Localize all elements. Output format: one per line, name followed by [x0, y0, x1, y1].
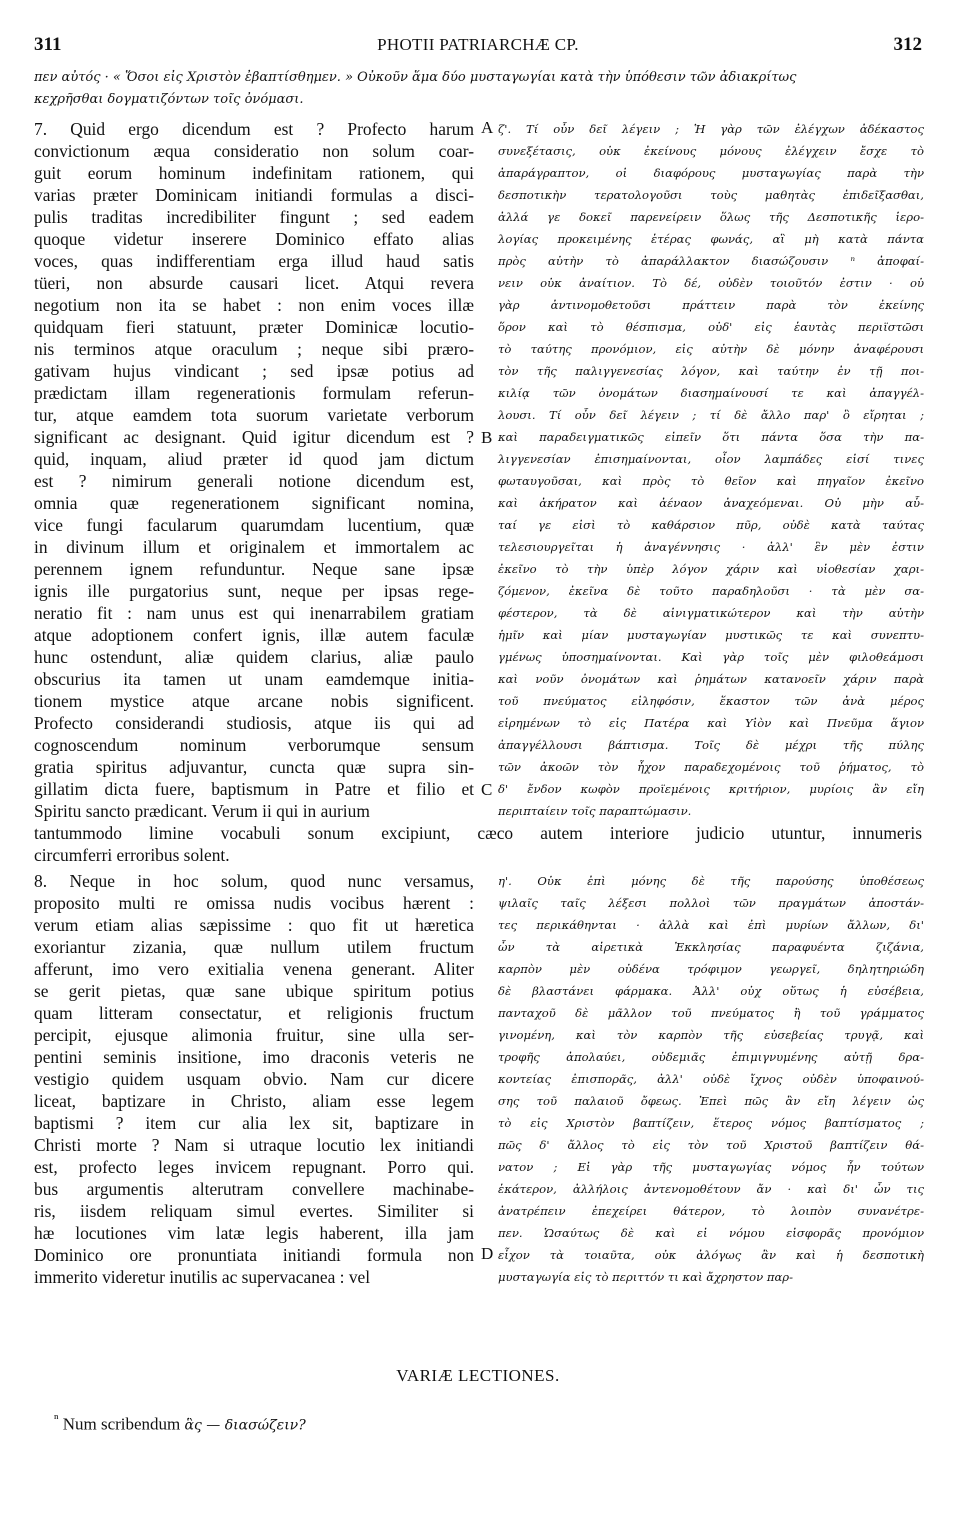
footnote-greek: ἃς — διασώζειν?	[184, 1417, 306, 1434]
latin-line: se gerit pietas, quæ sane ubique spiritum potius	[34, 981, 474, 1001]
latin-line: exoriantur zizania, quæ nullum utilem fructum	[34, 937, 474, 957]
latin-line: immerito videretur inutilis ac supervacanea : vel	[34, 1267, 371, 1287]
greek-line: εἰρημένων τὸ εἰς Πατέρα καὶ Υἱὸν καὶ Πνεῦμα ἅγιον	[498, 716, 924, 730]
greek-line: ζόμενον, ἐκεῖνα δὲ τοῦτο παραδηλοῦσι · τὰ μὲν σα-	[498, 584, 924, 598]
latin-line: Profecto considerandi studiosis, atque iis qui ad	[34, 713, 474, 733]
latin-line: quid, inquam, aliud præter id quod jam dictum	[34, 449, 474, 469]
greek-line: η'. Οὐκ ἐπὶ μόνης δὲ τῆς παρούσης ὑποθέσεως	[498, 874, 924, 888]
latin-line: tantummodo limine vocabuli sonum excipiunt, cæco autem interiore judicio utuntur, innumeris	[34, 823, 922, 843]
latin-line: hæ locutiones vim latæ legis haberent, illa jam	[34, 1223, 474, 1243]
latin-line: quidquam fieri statuunt, præter Dominicæ locutio-	[34, 317, 474, 337]
latin-line: quoque videtur inserere Dominico effato alias	[34, 229, 474, 249]
margin-marker-a: A	[481, 118, 494, 137]
latin-line: prædictam illam regenerationis formulam referun-	[34, 383, 474, 403]
greek-line: τοῦ πνεύματος εἰληφόσιν, ἕκαστον τῶν ἀνὰ μέρος	[498, 694, 924, 708]
latin-line: Dominico ore pronuntiata initiandi formula non	[34, 1245, 474, 1265]
greek-line: δεσποτικὴν τερατολογοῦσι τοὺς μαθητὰς ἐπιδεῖξασθαι,	[498, 188, 924, 202]
page-number-left: 311	[34, 34, 62, 55]
greek-line: κοντείας ἐπισπορᾶς, ἀλλ' οὐδὲ ἴχνος οὐδὲν ὑποφαινού-	[498, 1072, 924, 1086]
latin-line: negotium non ita se habet : non enim voces illæ	[34, 295, 474, 315]
latin-line: est ? nimirum generali notione dicendum est,	[34, 471, 474, 491]
greek-line: γμένως ὑποσημαίνονται. Καὶ γὰρ τοῖς μὲν φιλοθεάμοσι	[498, 650, 924, 664]
greek-line: σης τοῦ παλαιοῦ ὄφεως. Ἐπεὶ πῶς ἂν εἴη λέγειν ὡς	[498, 1094, 924, 1108]
variae-lectiones-heading: VARIÆ LECTIONES.	[396, 1366, 560, 1385]
latin-line: quam litteram consectatur, et religionis fructum	[34, 1003, 474, 1023]
page-header	[34, 34, 922, 58]
greek-line: κιλίᾳ τῶν ὀνομάτων διασημαίνουσί τε καὶ ἀπαγγέλ-	[498, 386, 924, 400]
greek-line: τὸ ταύτης προνόμιον, εἰς αὐτὴν δὲ μόνην ἀναφέρουσι	[498, 342, 924, 356]
latin-line: proposito multi re omissa nudis vocibus hærent :	[34, 893, 474, 913]
latin-line: gratia spiritus adjuvantur, cuncta quæ supra sin-	[34, 757, 474, 777]
latin-line: cognoscendum nominum verborumque sensum	[34, 735, 474, 755]
greek-line: γὰρ ἀντινομοθετοῦσι πράττειν παρὰ τὸν ἐκείνης	[498, 298, 924, 312]
latin-line: tur, atque eamdem tota suorum varietate verborum	[34, 405, 474, 425]
latin-line: ignis ille purgatorius sunt, neque per ipsas rege-	[34, 581, 474, 601]
latin-line: 8. Neque in hoc solum, quod nunc versamus,	[34, 871, 474, 891]
latin-column-section-8	[34, 870, 474, 1288]
latin-line: baptismi ? item cur alia lex sit, baptizare in	[34, 1113, 474, 1133]
greek-line: ἐκεῖνο τὸ τὴν ὑπὲρ λόγον χάριν καὶ υἱοθεσίαν χαρι-	[498, 562, 924, 576]
greek-line: πρὸς αὐτὴν τὸ ἀπαράλλακτον διασώζουσιν ⁿ ἀποφαί-	[498, 254, 924, 268]
margin-marker-c: C	[481, 780, 493, 799]
greek-line: ζ'. Τί οὖν δεῖ λέγειν ; Ἡ γὰρ τῶν ἐλέγχων ἀδέκαστος	[498, 122, 924, 136]
latin-column-section-7	[34, 118, 474, 822]
greek-line: ἡμῖν καὶ μίαν μυσταγωγίαν μυστικῶς τε καὶ συνεπτυ-	[498, 628, 924, 642]
greek-line: λογίας προκειμένης ἑτέρας φωνάς, αἳ μὴ κατὰ πάντα	[498, 232, 924, 246]
greek-line: καρπὸν μὲν οὐδένα τρόφιμον γεωργεῖ, δηλητηριώδη	[498, 962, 924, 976]
latin-line: obscurius ita tamen ut unam eamdemque initia-	[34, 669, 474, 689]
greek-line: ἀλλά γε δοκεῖ παρενείρειν ὅλως τῆς Δεσποτικῆς ἱερο-	[498, 210, 924, 224]
greek-line: φέστερον, τὰ δὲ αἰνιγματικώτερον καὶ τὴν αὐτὴν	[498, 606, 924, 620]
greek-line: γινομένη, καὶ τὸν καρπὸν τῆς εὐσεβείας τρυγᾷ, καὶ	[498, 1028, 924, 1042]
latin-line: hunc ostendunt, aliæ quidem clarius, aliæ paulo	[34, 647, 474, 667]
greek-line: ὅρον καὶ τὸ θέσπισμα, οὐδ' εἰς ἑαυτὰς περιϊστῶσι	[498, 320, 924, 334]
greek-line: ἀπαγγέλλουσι βάπτισμα. Τοῖς δὲ μέχρι τῆς πύλης	[498, 738, 924, 752]
greek-line: δὲ βλαστάνει φάρμακα. Ἀλλ' οὐχ οὕτως ἡ εὐσέβεια,	[498, 984, 924, 998]
greek-line: ἑκάτερον, ἀλλήλοις ἀντενομοθέτουν ἄν · καὶ δι' ὧν τις	[498, 1182, 924, 1196]
latin-line: bus argumentis alterutram convellere machinabe-	[34, 1179, 474, 1199]
latin-line: Christi morte ? Nam si utraque locutio lex initiandi	[34, 1135, 474, 1155]
latin-line: verum etiam alias sæpissime : quo fit ut hæretica	[34, 915, 474, 935]
latin-line: percipit, ejusque alimonia fruitur, sine ulla ser-	[34, 1025, 474, 1045]
latin-line: omnia quæ regenerationem significant nomina,	[34, 493, 474, 513]
page-number-right: 312	[893, 34, 922, 55]
latin-line: afferunt, imo vero exitialia venena generant. Aliter	[34, 959, 474, 979]
greek-line: τὸ εἰς Χριστὸν βαπτίζειν, ἕτερος νόμος βαπτίσματος ;	[498, 1116, 924, 1130]
greek-line: νειν οὐκ ἀναίτιον. Τὸ δέ, οὐδὲν τοιοῦτόν ἐστιν · οὐ	[498, 276, 924, 290]
top-greek-line-2: κεχρῆσθαι δογματιζόντων τοῖς ὀνόμασι.	[34, 92, 304, 107]
latin-line: neratio fit : nam unus est qui inenarrabilem gratiam	[34, 603, 474, 623]
greek-line: νατον ; Εἰ γὰρ τῆς μυσταγωγίας νόμος ἦν τούτων	[498, 1160, 924, 1174]
greek-line: περιπταίειν τοῖς παραπτώμασιν.	[498, 804, 692, 818]
greek-line: τὸν τῆς παλιγγενεσίας λόγον, καὶ ταύτην ἐν τῇ ποι-	[498, 364, 924, 378]
greek-line: ταί γε εἰσὶ τὸ καθάρσιον πῦρ, οὐδὲ κατὰ ταύτας	[498, 518, 924, 532]
greek-line: πῶς δ' ἄλλος τὸ εἰς τὸν τοῦ Χριστοῦ βαπτίζειν θά-	[498, 1138, 924, 1152]
latin-line: tionem mystice atque arcane nobis significent.	[34, 691, 474, 711]
greek-line: τῶν ἀκοῶν τὸν ἦχον παραδεχομένοις τοῦ ῥήματος, τὸ	[498, 760, 924, 774]
footnote-mark: ⁿ	[54, 1411, 59, 1427]
greek-line: ὧν τὰ αἱρετικὰ Ἐκκλησίας παραφυέντα ζιζάνια,	[498, 940, 924, 954]
latin-line: perennem ignem refunduntur. Neque sane ipsæ	[34, 559, 474, 579]
latin-line: significant ac designant. Quid igitur dicendum est ?	[34, 427, 474, 447]
latin-line: in divinum illum et originalem et immortalem ac	[34, 537, 474, 557]
greek-line: μυσταγωγία εἰς τὸ περιττόν τι καὶ ἄχρηστον παρ-	[498, 1270, 794, 1284]
greek-line: συνεξέτασις, οὐκ ἐκείνους μόνους ἐλέγχειν ἔσχε τὸ	[498, 144, 924, 158]
latin-line: gillatim dicta fuere, baptismum in Patre et filio et	[34, 779, 474, 799]
greek-column-section-7	[498, 118, 924, 822]
running-title: PHOTII PATRIARCHÆ CP.	[377, 35, 579, 54]
latin-line: 7. Quid ergo dicendum est ? Profecto harum	[34, 119, 474, 139]
latin-line: Spiritu sancto prædicant. Verum ii qui in aurium	[34, 801, 370, 821]
latin-line: pentini seminis insitione, imo draconis veteris ne	[34, 1047, 474, 1067]
greek-line: πανταχοῦ δὲ μᾶλλον τοῦ πνεύματος ἢ τοῦ γράμματος	[498, 1006, 924, 1020]
latin-line: vice fungi facularum quarumdam lucentium, quæ	[34, 515, 474, 535]
greek-line: ἀνατρέπειν ἐπεχείρει θάτερον, τὸ λοιπὸν συνανέτρε-	[498, 1204, 924, 1218]
margin-marker-d: D	[481, 1244, 494, 1263]
greek-line: ἀπαράγραπτον, οἱ διαφόρους μυσταγωγίας παρὰ τὴν	[498, 166, 924, 180]
latin-line: ris, iisdem reliquam simul evertes. Similiter si	[34, 1201, 474, 1221]
greek-line: τροφῆς ἀπολαύει, οὐδεμιᾶς ἐπιμιγνυμένης αὐτῇ δρα-	[498, 1050, 924, 1064]
greek-line: ψιλαῖς ταῖς λέξεσι πολλοὶ τῶν πραγμάτων ἀποστάν-	[498, 896, 924, 910]
greek-line: λουσι. Τί οὖν δεῖ λέγειν ; τί δὲ ἄλλο παρ' ὃ εἴρηται ;	[498, 408, 924, 422]
latin-line: nis terminos atque oraculum ; neque sibi præro-	[34, 339, 474, 359]
latin-line: tüeri, non absurde causari licet. Atqui revera	[34, 273, 474, 293]
greek-line: τελεσιουργεῖται ἡ ἀναγέννησις · ἀλλ' ἓν μὲν ἐστιν	[498, 540, 924, 554]
latin-section-7-tail	[34, 822, 922, 866]
greek-line: πεν. Ὡσαύτως δὲ καὶ εἰ νόμου εἰσφορᾶς προνόμιον	[498, 1226, 924, 1240]
greek-line: καὶ νοῦν ὀνομάτων καὶ ῥημάτων κατανοεῖν χάριν παρὰ	[498, 672, 924, 686]
latin-line: varias præter Dominicam initiandi formulas a disci-	[34, 185, 474, 205]
margin-marker-b: B	[481, 428, 493, 447]
greek-line: καὶ παραδειγματικῶς εἰπεῖν ὅτι πάντα ὅσα τὴν πα-	[498, 430, 924, 444]
greek-line: λιγγενεσίαν ἐπισημαίνονται, οἷον λαμπάδες εἰσί τινες	[498, 452, 924, 466]
footnote	[54, 1411, 306, 1435]
latin-line: circumferri erroribus solent.	[34, 845, 230, 865]
latin-line: vestigio quidem usquam obvio. Nam cur dicere	[34, 1069, 474, 1089]
greek-line: εἶχον τὰ τοιαῦτα, οὐκ ἀλόγως ἂν καὶ ἡ δεσποτικὴ	[498, 1248, 924, 1262]
latin-line: liceat, baptizare in Christo, aliam esse legem	[34, 1091, 474, 1111]
latin-line: pulis traditas incredibiliter fingunt ; sed eadem	[34, 207, 474, 227]
footnote-latin: Num scribendum	[62, 1414, 181, 1434]
latin-line: atque adoptionem confert ignis, illæ autem faculæ	[34, 625, 474, 645]
greek-line: καὶ ἀκήρατον καὶ ἀέναον ἀναχεόμεναι. Οὐ μὴν αὗ-	[498, 496, 924, 510]
latin-line: voces, quas indifferentiam erga illud haud satis	[34, 251, 474, 271]
greek-column-section-8	[498, 870, 924, 1288]
latin-line: gativam hujus vindicant ; sed ipsæ potius ad	[34, 361, 474, 381]
latin-line: convictionum æqua consideratio non solum coar-	[34, 141, 474, 161]
top-greek-line-1: πεν αὐτός · « Ὅσοι εἰς Χριστὸν ἐβαπτίσθημεν. » Οὐκοῦν ἅμα δύο μυσταγωγίαι κατὰ τὴν ὑπόθεσιν τῶν ἀδιακρίτως	[34, 70, 797, 85]
latin-line: guit eorum hominum indefinitam rationem, qui	[34, 163, 474, 183]
greek-line: τες περικάθηνται · ἀλλὰ καὶ ἐπὶ μυρίων ἄλλων, δι'	[498, 918, 924, 932]
greek-line: φωταυγοῦσαι, καὶ πρὸς τὸ θεῖον καὶ πηγαῖον ἐκεῖνο	[498, 474, 924, 488]
latin-line: est, profecto leges invicem repugnant. Porro qui.	[34, 1157, 474, 1177]
greek-line: δ' ἔνδον κωφὸν προϊεμένοις κριτήριον, μυρίοις ἂν εἴη	[498, 782, 924, 796]
